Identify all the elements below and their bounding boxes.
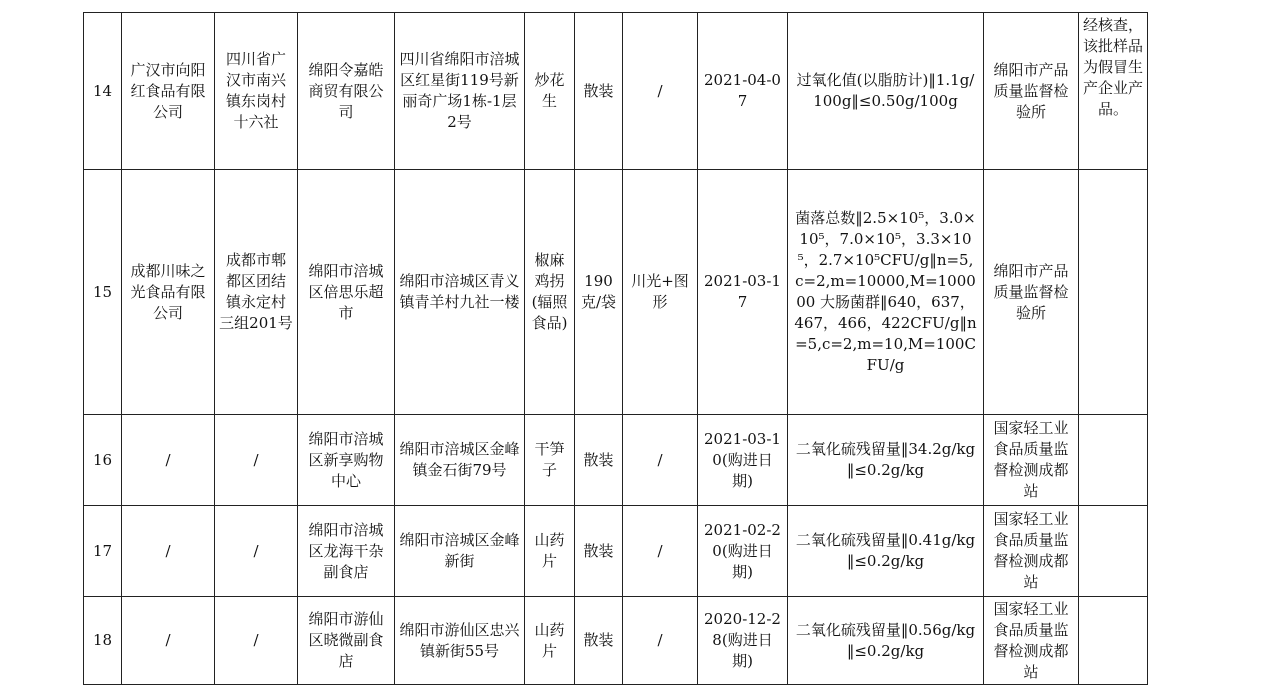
- row-number: 15: [92, 282, 113, 301]
- table-row: [84, 170, 1148, 415]
- product-brand: /: [657, 81, 663, 100]
- product-name-cell: [525, 506, 575, 597]
- producer-name: /: [165, 450, 171, 469]
- product-spec: 散装: [583, 450, 614, 469]
- inspection-agency-cell: [984, 415, 1079, 506]
- producer-name: /: [165, 541, 171, 560]
- production-date: 2021-03-17: [704, 272, 781, 311]
- producer-address: /: [253, 450, 259, 469]
- production-date: 2021-04-07: [704, 71, 781, 110]
- product-spec: 散装: [583, 81, 614, 100]
- remark-cell: [1079, 13, 1148, 170]
- product-name: 炒花生: [534, 71, 565, 110]
- producer-name-cell: [122, 506, 215, 597]
- inspection-agency: 国家轻工业食品质量监督检测成都站: [993, 599, 1069, 681]
- inspection-results-table: [83, 12, 1148, 685]
- producer-name-cell: [122, 13, 215, 170]
- inspection-agency: 国家轻工业食品质量监督检测成都站: [993, 510, 1069, 591]
- inspection-agency-cell: [984, 597, 1079, 685]
- row-number: 17: [92, 541, 113, 560]
- producer-address-cell: [215, 597, 298, 685]
- row-number-cell: [84, 170, 122, 415]
- production-date: 2020-12-28(购进日期): [704, 610, 781, 670]
- product-brand-cell: [623, 13, 698, 170]
- nonconforming-item-cell: [788, 415, 984, 506]
- producer-address-cell: [215, 415, 298, 506]
- table-row: [84, 415, 1148, 506]
- production-date-cell: [698, 506, 788, 597]
- seller-address-cell: [395, 597, 525, 685]
- product-brand: /: [657, 541, 663, 560]
- seller-name-cell: [298, 506, 395, 597]
- nonconforming-item: 二氧化硫残留量‖0.41g/kg‖≤0.2g/kg: [795, 531, 976, 570]
- seller-name: 绵阳令嘉皓商贸有限公司: [308, 60, 384, 121]
- inspection-agency: 国家轻工业食品质量监督检测成都站: [993, 419, 1069, 500]
- row-number: 18: [92, 631, 113, 649]
- seller-name: 绵阳市涪城区倍思乐超市: [308, 261, 384, 322]
- producer-name-cell: [122, 170, 215, 415]
- inspection-agency-cell: [984, 13, 1079, 170]
- seller-name-cell: [298, 170, 395, 415]
- seller-address-cell: [395, 415, 525, 506]
- nonconforming-item-cell: [788, 506, 984, 597]
- inspection-agency-cell: [984, 170, 1079, 415]
- product-spec: 散装: [583, 541, 614, 560]
- seller-address: 绵阳市涪城区青义镇青羊村九社一楼: [399, 272, 520, 311]
- seller-address-cell: [395, 506, 525, 597]
- product-brand-cell: [623, 597, 698, 685]
- inspection-agency: 绵阳市产品质量监督检验所: [993, 261, 1069, 322]
- inspection-agency: 绵阳市产品质量监督检验所: [993, 60, 1069, 121]
- producer-address-cell: [215, 506, 298, 597]
- nonconforming-item: 菌落总数‖2.5×10⁵，3.0×10⁵，7.0×10⁵，3.3×10⁵，2.7×10⁵CFU/g‖n=5,c=2,m=10000,M=100000 大肠菌群‖640，637，467，466，422CFU/g‖n=5,c=2,m=10,M=100CFU/g: [794, 209, 977, 374]
- table-row: [84, 506, 1148, 597]
- product-name-cell: [525, 415, 575, 506]
- product-brand-cell: [623, 506, 698, 597]
- product-spec-cell: [575, 506, 623, 597]
- seller-address: 四川省绵阳市涪城区红星街119号新丽奇广场1栋-1层2号: [399, 50, 520, 131]
- product-name: 山药片: [534, 531, 565, 570]
- product-brand-cell: [623, 415, 698, 506]
- product-spec: 190克/袋: [580, 272, 617, 311]
- producer-address: 成都市郫都区团结镇永定村三组201号: [219, 251, 293, 332]
- production-date: 2021-02-20(购进日期): [704, 520, 781, 581]
- seller-name-cell: [298, 415, 395, 506]
- table-row: [84, 597, 1148, 685]
- remark-cell: [1079, 415, 1148, 506]
- nonconforming-item-cell: [788, 597, 984, 685]
- production-date-cell: [698, 13, 788, 170]
- product-spec: 散装: [583, 631, 614, 649]
- seller-name: 绵阳市涪城区新享购物中心: [308, 429, 384, 490]
- row-number-cell: [84, 506, 122, 597]
- product-name-cell: [525, 597, 575, 685]
- product-spec-cell: [575, 597, 623, 685]
- nonconforming-item: 过氧化值(以脂肪计)‖1.1g/100g‖≤0.50g/100g: [796, 71, 975, 110]
- seller-address: 绵阳市游仙区忠兴镇新街55号: [399, 620, 520, 660]
- nonconforming-item: 二氧化硫残留量‖34.2g/kg ‖≤0.2g/kg: [795, 440, 976, 479]
- remark-cell: [1079, 506, 1148, 597]
- seller-address: 绵阳市涪城区金峰镇金石街79号: [399, 440, 520, 479]
- product-name-cell: [525, 170, 575, 415]
- seller-name-cell: [298, 597, 395, 685]
- row-number: 16: [92, 450, 113, 469]
- production-date: 2021-03-10(购进日期): [704, 429, 781, 490]
- nonconforming-item: 二氧化硫残留量‖0.56g/kg‖≤0.2g/kg: [795, 620, 976, 660]
- producer-address-cell: [215, 170, 298, 415]
- producer-name-cell: [122, 597, 215, 685]
- remark-cell: [1079, 170, 1148, 415]
- nonconforming-item-cell: [788, 170, 984, 415]
- product-brand: 川光+图形: [631, 272, 689, 311]
- product-name: 椒麻鸡拐(辐照食品): [531, 251, 568, 332]
- producer-address: /: [253, 541, 259, 560]
- producer-address: 四川省广汉市南兴镇东岗村十六社: [225, 50, 286, 131]
- product-spec-cell: [575, 415, 623, 506]
- production-date-cell: [698, 415, 788, 506]
- product-brand-cell: [623, 170, 698, 415]
- product-brand: /: [657, 450, 663, 469]
- inspection-agency-cell: [984, 506, 1079, 597]
- remark-cell: [1079, 597, 1148, 685]
- product-name-cell: [525, 13, 575, 170]
- product-spec-cell: [575, 170, 623, 415]
- row-number-cell: [84, 415, 122, 506]
- producer-name: 成都川味之光食品有限公司: [130, 261, 206, 322]
- row-number-cell: [84, 13, 122, 170]
- product-name: 干笋子: [534, 440, 565, 479]
- producer-address: /: [253, 631, 259, 649]
- production-date-cell: [698, 597, 788, 685]
- row-number: 14: [92, 81, 113, 100]
- producer-name: 广汉市向阳红食品有限公司: [130, 60, 206, 121]
- production-date-cell: [698, 170, 788, 415]
- seller-address-cell: [395, 13, 525, 170]
- seller-name: 绵阳市涪城区龙海干杂副食店: [308, 520, 384, 581]
- producer-address-cell: [215, 13, 298, 170]
- product-spec-cell: [575, 13, 623, 170]
- producer-name-cell: [122, 415, 215, 506]
- row-number-cell: [84, 597, 122, 685]
- seller-address-cell: [395, 170, 525, 415]
- seller-name: 绵阳市游仙区晓微副食店: [308, 610, 384, 670]
- seller-name-cell: [298, 13, 395, 170]
- nonconforming-item-cell: [788, 13, 984, 170]
- seller-address: 绵阳市涪城区金峰新街: [399, 531, 520, 570]
- table-row: [84, 13, 1148, 170]
- product-name: 山药片: [534, 620, 565, 660]
- product-brand: /: [657, 631, 663, 649]
- producer-name: /: [165, 631, 171, 649]
- remark: 经核查，该批样品为假冒生产企业产品。: [1083, 16, 1144, 118]
